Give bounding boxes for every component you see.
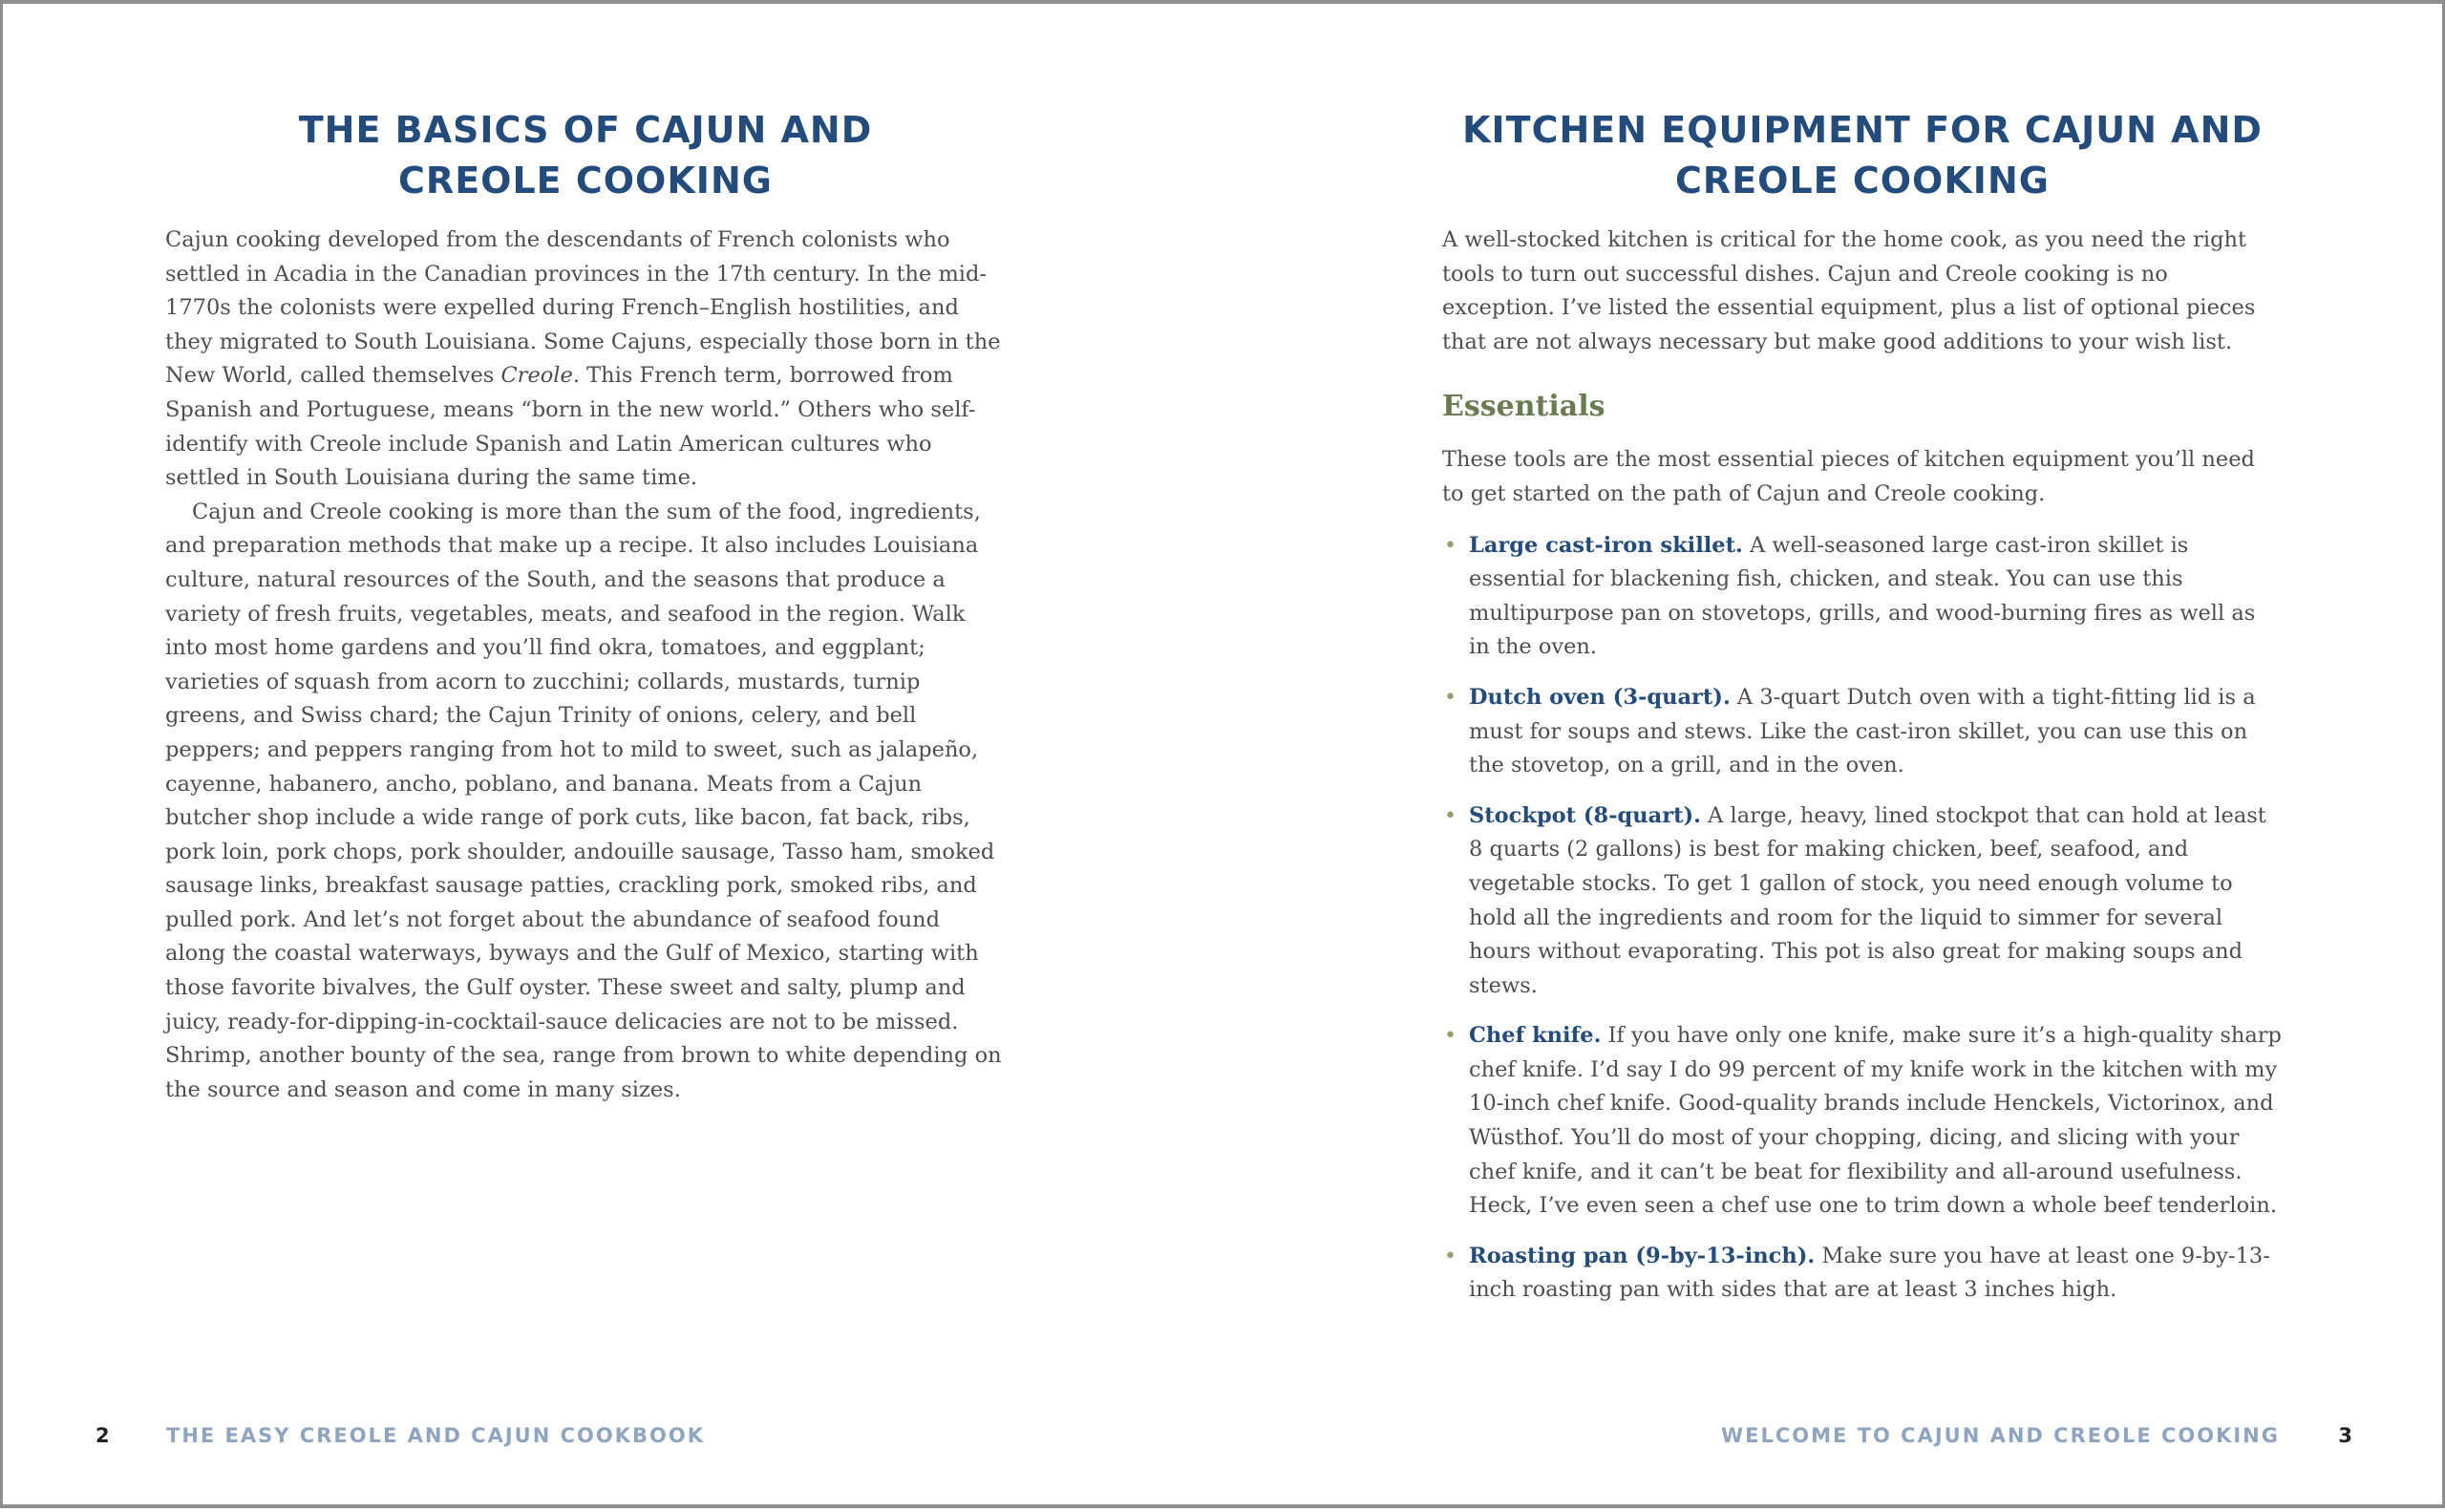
right-page-number: 3 — [2338, 1424, 2352, 1447]
left-paragraph-1-part-b: . This French term, borrowed from Spanish and Portuguese, means “born in the new world.” Others who self-identify with Creole include Spanish and Latin American cultures who settled in South Louisiana during the same time. — [165, 363, 976, 491]
left-footer — [96, 1421, 764, 1450]
item-term: Large cast-iron skillet. — [1469, 532, 1743, 558]
right-title-line-1: KITCHEN EQUIPMENT FOR CAJUN AND — [1462, 109, 2263, 151]
right-running-head: WELCOME TO CAJUN AND CREOLE COOKING — [1720, 1424, 2280, 1447]
left-paragraph-1-part-a: Cajun cooking developed from the descendants of French colonists who settled in Acadia in the Canadian provinces in the 17th century. In the mid-1770s the colonists were expelled during French–English hostilities, and they migrated to South Louisiana. Some Cajuns, especially those born in the New World, called themselves — [165, 227, 1001, 389]
item-description: A 3-quart Dutch oven with a tight-fitting lid is a must for soups and stews. Like the cast-iron skillet, you can use this on the stovetop, on a grill, and in the oven. — [1469, 684, 2256, 778]
list-item — [1442, 1019, 2283, 1224]
left-running-head: THE EASY CREOLE AND CAJUN COOKBOOK — [166, 1424, 705, 1447]
list-item — [1442, 1240, 2283, 1308]
item-description: A large, heavy, lined stockpot that can hold at least 8 quarts (2 gallons) is best for making chicken, beef, seafood, and vegetable stocks. To get 1 gallon of stock, you need enough volume to hold all the ingredients and room for the liquid to simmer for several hours without evaporating. This pot is also great for making soups and stews. — [1469, 802, 2266, 998]
right-title-line-2: CREOLE COOKING — [1675, 160, 2050, 202]
bullet-icon: • — [1444, 685, 1456, 710]
left-paragraph-2: Cajun and Creole cooking is more than the sum of the food, ingredients, and preparation methods that make up a recipe. It also includes Louisiana culture, natural resources of the South, and the seasons that produce a variety of fresh fruits, vegetables, meats, and seafood in the region. Walk into most home gardens and you’ll find okra, tomatoes, and eggplant; varieties of squash from acorn to zucchini; collards, mustards, turnip greens, and Swiss chard; the Cajun Trinity of onions, celery, and bell peppers; and peppers ranging from hot to mild to sweet, such as jalapeño, cayenne, habanero, ancho, poblano, and banana. Meats from a Cajun butcher shop include a wide range of pork cuts, like bacon, fat back, ribs, pork loin, pork chops, pork shoulder, andouille sausage, Tasso ham, smoked sausage links, breakfast sausage patties, crackling pork, smoked ribs, and pulled pork. And let’s not forget about the abundance of seafood found along the coastal waterways, byways and the Gulf of Mexico, starting with those favorite bivalves, the Gulf oyster. These sweet and salty, plump and juicy, ready-for-dipping-in-cocktail-sauce delicacies are not to be missed. Shrimp, another bounty of the sea, range from brown to white depending on the source and season and come in many sizes. — [165, 499, 1002, 1102]
right-page — [1442, 4, 2283, 1512]
left-title-line-2: CREOLE COOKING — [398, 160, 773, 202]
right-intro-paragraph: A well-stocked kitchen is critical for the home cook, as you need the right tools to turn out successful dishes. Cajun and Creole cooking is no exception. I’ve listed the essential equipment, plus a list of optional pieces that are not always necessary but make good additions to your wish list. — [1442, 227, 2256, 354]
bullet-icon: • — [1444, 803, 1456, 828]
left-page-number: 2 — [96, 1424, 110, 1447]
left-body-text — [165, 224, 1006, 1107]
right-body-text — [1442, 224, 2283, 1324]
essentials-intro: These tools are the most essential pieces of kitchen equipment you’ll need to get started on the path of Cajun and Creole cooking. — [1442, 447, 2255, 506]
item-description: A well-seasoned large cast-iron skillet is essential for blackening fish, chicken, and steak. You can use this multipurpose pan on stovetops, grills, and wood-burning fires as well as in the oven. — [1469, 532, 2256, 660]
item-description: If you have only one knife, make sure it’s a high-quality sharp chef knife. I’d say I do 99 percent of my knife work in the kitchen with my 10-inch chef knife. Good-quality brands include Henckels, Victorinox, and Wüsthof. You’ll do most of your chopping, dicing, and slicing with your chef knife, and it can’t be beat for flexibility and all-around usefulness. Heck, I’ve even seen a chef use one to trim down a whole beef tenderloin. — [1469, 1023, 2282, 1219]
item-description: Make sure you have at least one 9-by-13-inch roasting pan with sides that are at least 3 inches high. — [1469, 1243, 2270, 1303]
right-footer — [1626, 1421, 2352, 1450]
left-page-title — [165, 105, 1006, 206]
list-item — [1442, 529, 2283, 665]
list-item — [1442, 681, 2283, 783]
item-term: Chef knife. — [1469, 1023, 1602, 1049]
right-page-title — [1442, 105, 2283, 206]
bullet-icon: • — [1444, 1024, 1456, 1049]
equipment-list — [1442, 529, 2283, 1308]
essentials-heading: Essentials — [1442, 390, 1605, 424]
bullet-icon: • — [1444, 533, 1456, 558]
left-paragraph-1-emphasis: Creole — [500, 363, 573, 389]
left-page — [165, 4, 1006, 1512]
item-term: Dutch oven (3-quart). — [1469, 684, 1731, 710]
left-title-line-1: THE BASICS OF CAJUN AND — [298, 109, 873, 151]
left-paragraph-1 — [165, 224, 1006, 496]
item-term: Stockpot (8-quart). — [1469, 802, 1701, 828]
item-term: Roasting pan (9-by-13-inch). — [1469, 1243, 1816, 1268]
bullet-icon: • — [1444, 1244, 1456, 1268]
list-item — [1442, 799, 2283, 1004]
